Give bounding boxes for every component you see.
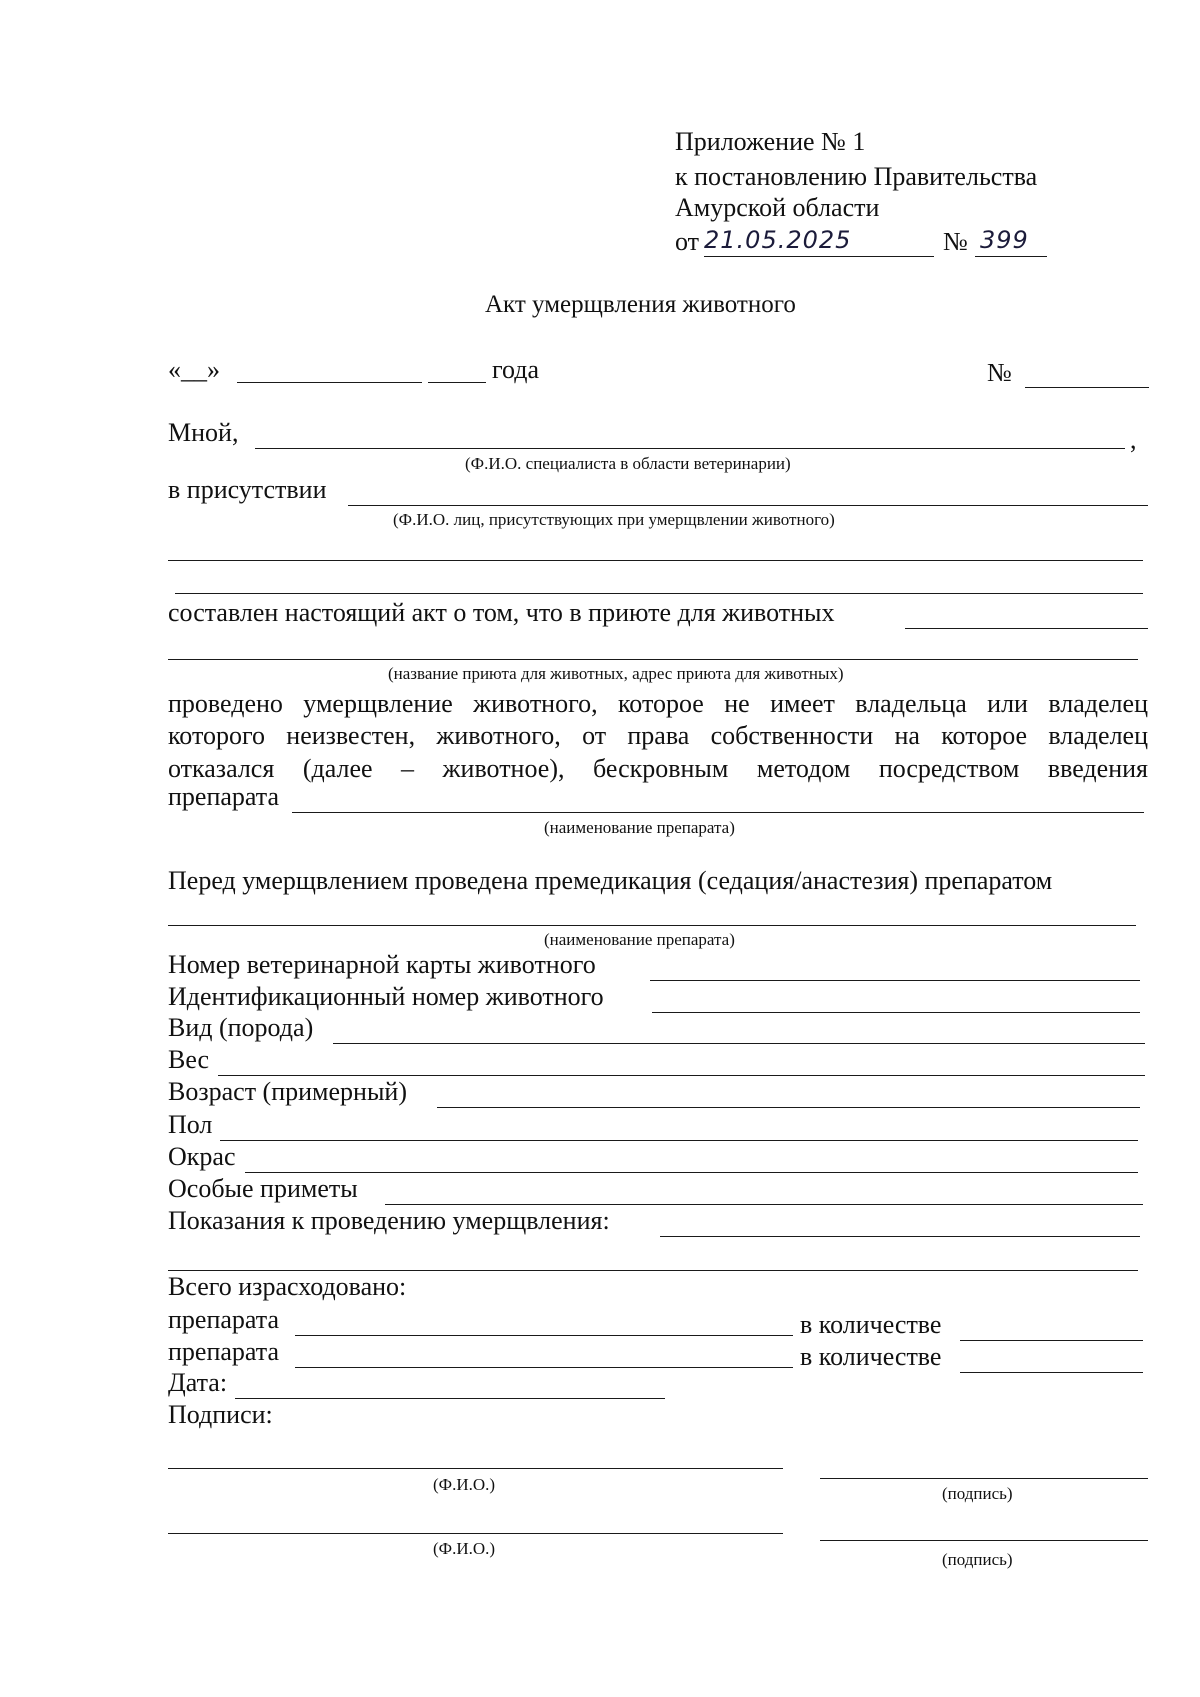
signature-fio-line-1[interactable]: [168, 1468, 783, 1469]
decree-date-prefix: от: [675, 227, 700, 256]
marks-line[interactable]: [385, 1204, 1143, 1205]
signature-sign-caption-1: (подпись): [942, 1484, 1013, 1503]
signature-sign-line-2[interactable]: [820, 1540, 1148, 1541]
signatures-label: Подписи:: [168, 1400, 273, 1429]
consumption-label: Всего израсходовано:: [168, 1272, 407, 1301]
specialist-label: Мной,: [168, 418, 239, 447]
decree-date-handwritten: 21.05.2025: [704, 226, 852, 254]
act-number-line[interactable]: [1025, 387, 1149, 388]
vet-card-line[interactable]: [650, 980, 1140, 981]
indications-line-1[interactable]: [660, 1236, 1140, 1237]
sex-line[interactable]: [220, 1140, 1138, 1141]
color-label: Окрас: [168, 1142, 236, 1171]
act-number-sign: №: [987, 358, 1012, 387]
weight-line[interactable]: [218, 1075, 1145, 1076]
drug2-label: препарата: [168, 1337, 279, 1366]
signature-sign-caption-2: (подпись): [942, 1550, 1013, 1569]
breed-label: Вид (порода): [168, 1013, 314, 1042]
date-year-line[interactable]: [428, 382, 486, 383]
specialist-caption: (Ф.И.О. специалиста в области ветеринарии): [465, 454, 791, 473]
signature-fio-caption-1: (Ф.И.О.): [433, 1475, 496, 1494]
paragraph-line-3: отказался (далее – животное), бескровным методом посредством введения: [168, 754, 1148, 783]
id-number-line[interactable]: [652, 1012, 1140, 1013]
marks-label: Особые приметы: [168, 1174, 358, 1203]
shelter-line-1[interactable]: [905, 628, 1148, 629]
specialist-comma: ,: [1130, 425, 1137, 454]
date-line[interactable]: [235, 1398, 665, 1399]
decree-number-prefix: №: [943, 227, 968, 256]
age-line[interactable]: [437, 1107, 1140, 1108]
id-number-label: Идентификационный номер животного: [168, 982, 604, 1011]
drug1-line[interactable]: [295, 1335, 793, 1336]
qty2-line[interactable]: [960, 1372, 1143, 1373]
presence-line-1[interactable]: [348, 505, 1148, 506]
appendix-decree: к постановлению Правительства: [675, 162, 1038, 191]
breed-line[interactable]: [333, 1043, 1145, 1044]
indications-line-2[interactable]: [168, 1270, 1138, 1271]
signature-sign-line-1[interactable]: [820, 1478, 1148, 1479]
qty1-label: в количестве: [800, 1310, 942, 1339]
shelter-line-2[interactable]: [168, 659, 1138, 660]
signature-fio-caption-2: (Ф.И.О.): [433, 1539, 496, 1558]
premedication-label: Перед умерщвлением проведена премедикация (седация/анастезия) препаратом: [168, 866, 1053, 895]
date-day-quotes: «__»: [168, 355, 220, 384]
year-word: года: [492, 355, 540, 384]
presence-line-3[interactable]: [175, 593, 1143, 594]
premedication-caption: (наименование препарата): [544, 930, 735, 949]
date-month-line[interactable]: [237, 382, 422, 383]
vet-card-label: Номер ветеринарной карты животного: [168, 950, 596, 979]
drug-name-caption: (наименование препарата): [544, 818, 735, 837]
presence-label: в присутствии: [168, 475, 327, 504]
appendix-region: Амурской области: [675, 193, 880, 222]
qty1-line[interactable]: [960, 1340, 1143, 1341]
signature-fio-line-2[interactable]: [168, 1533, 783, 1534]
weight-label: Вес: [168, 1045, 210, 1074]
paragraph-line-1: проведено умерщвление животного, которое не имеет владельца или владелец: [168, 689, 1148, 718]
drug2-line[interactable]: [295, 1367, 793, 1368]
presence-caption: (Ф.И.О. лиц, присутствующих при умерщвлении животного): [393, 510, 835, 529]
decree-date-line: [704, 256, 934, 257]
age-label: Возраст (примерный): [168, 1077, 407, 1106]
indications-label: Показания к проведению умерщвления:: [168, 1206, 610, 1235]
drug1-label: препарата: [168, 1305, 279, 1334]
specialist-line[interactable]: [255, 448, 1125, 449]
paragraph-line-2: которого неизвестен, животного, от права собственности на которое владелец: [168, 721, 1148, 750]
presence-line-2[interactable]: [168, 560, 1143, 561]
document-title: Акт умерщвления животного: [485, 291, 796, 318]
qty2-label: в количестве: [800, 1342, 942, 1371]
appendix-number: Приложение № 1: [675, 127, 866, 156]
decree-number-handwritten: 399: [980, 226, 1029, 254]
drug-name-line[interactable]: [292, 812, 1144, 813]
color-line[interactable]: [245, 1172, 1138, 1173]
sex-label: Пол: [168, 1110, 213, 1139]
paragraph-line-4: препарата: [168, 782, 279, 811]
premedication-line[interactable]: [168, 925, 1136, 926]
date-label: Дата:: [168, 1368, 228, 1397]
shelter-caption: (название приюта для животных, адрес приюта для животных): [388, 664, 844, 683]
decree-number-line: [975, 256, 1047, 257]
shelter-label: составлен настоящий акт о том, что в приюте для животных: [168, 598, 835, 627]
